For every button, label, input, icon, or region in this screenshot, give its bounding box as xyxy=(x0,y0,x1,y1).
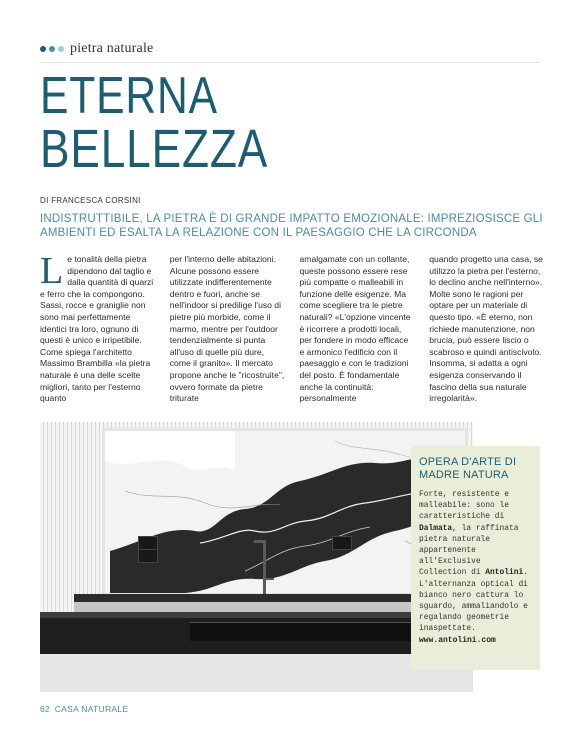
dot-medium xyxy=(49,46,55,52)
title-line-2: BELLEZZA xyxy=(40,119,269,179)
brand-dalmata: Dalmata xyxy=(419,523,453,533)
island-marble-side xyxy=(40,654,473,692)
article-column-4: quando progetto una casa, se utilizzo la pietra per l'esterno, lo declino anche nell'interno». Molte sono le ragioni per optare per un materiale di questo tipo. «È eterno, non richiede manutenzione, non brucia, può essere liscio o scabroso e quindi antiscivolo. Insomma, si adatta a ogni esigenza conservando il fascino della sua naturale irregolarità». xyxy=(429,254,543,404)
island-top xyxy=(40,612,473,618)
article-body xyxy=(40,250,545,405)
article-column-2: per l'interno delle abitazioni. Alcune possono essere utilizzate indifferentemente dentro e fuori, anche se nell'indoor si predilige l'uso di pietre più morbide, come il marmo, mentre per l'outdoor tendenzialmente si punta all'uso di quelle più dure, come il granito». Il mercato propone anche le "ricostruite", ovvero formate da pietre triturate xyxy=(169,254,285,404)
wall-socket-icon xyxy=(138,536,158,550)
sidebar-link[interactable]: www.antolini.com xyxy=(419,635,496,645)
magazine-name: CASA NATURALE xyxy=(54,704,129,714)
article-subtitle: INDISTRUTTIBILE, LA PIETRA È DI GRANDE IMPATTO EMOZIONALE: IMPREZIOSISCE GLI AMBIENTI ED ESALTA LA RELAZIONE CON IL PAESAGGIO CHE LA CIRCONDA xyxy=(40,213,543,239)
island-sink xyxy=(190,622,420,641)
dot-dark xyxy=(40,46,46,52)
drop-cap: L xyxy=(40,250,64,292)
sidebar-box xyxy=(411,446,540,670)
brand-antolini: Antolini xyxy=(485,568,524,578)
faucet-icon xyxy=(260,540,270,594)
section-dots-icon xyxy=(40,46,64,52)
page-number: 62 xyxy=(40,704,51,714)
section-divider xyxy=(40,62,540,63)
wall-socket-icon xyxy=(138,549,158,563)
column-1-text: e tonalità della pietra dipendono dal taglio e dalla quantità di quarzi e ferro che la compongono. Sassi, rocce e graniglie non sono mai perfettamente identici tra loro, ognuno di questi è unico e irripetibile. Come spiega l'architetto Massimo Brambilla «la pietra naturale è una delle scelte migliori, tanto per l'esterno quanto xyxy=(40,254,154,404)
byline: DI FRANCESCA CORSINI xyxy=(40,196,141,205)
page-footer xyxy=(40,704,128,714)
article-column-3: amalgamate con un collante, queste possono essere rese più compatte o malleabili in funzione delle esigenze. Ma come scegliere tra le pietre naturali? «L'opzione vincente è ricorrere a prodotti locali, per fondere in modo efficace e armonico l'edificio con il paesaggio e con le tradizioni del posto. È fondamentale anche la continuità: personalmente xyxy=(299,254,411,404)
section-tag xyxy=(40,40,153,58)
sidebar-title: OPERA D'ARTE DI MADRE NATURA xyxy=(419,456,517,481)
section-label: pietra naturale xyxy=(70,41,154,56)
wall-socket-icon xyxy=(332,536,352,550)
sidebar-text: Forte, resistente e malleabile: sono le caratteristiche di Dalmata, la raffinata pietra naturale appartenente all'Exclusive Collection di Antolini. L'alternanza optical di bianco nero cattura lo sguardo, ammaliandolo e regalando geometrie inaspettate. xyxy=(419,490,528,634)
kitchen-photo xyxy=(40,422,473,692)
page-title xyxy=(40,67,318,179)
dot-light xyxy=(58,46,64,52)
title-line-1: ETERNA xyxy=(40,67,218,125)
article-column-1 xyxy=(40,250,156,405)
